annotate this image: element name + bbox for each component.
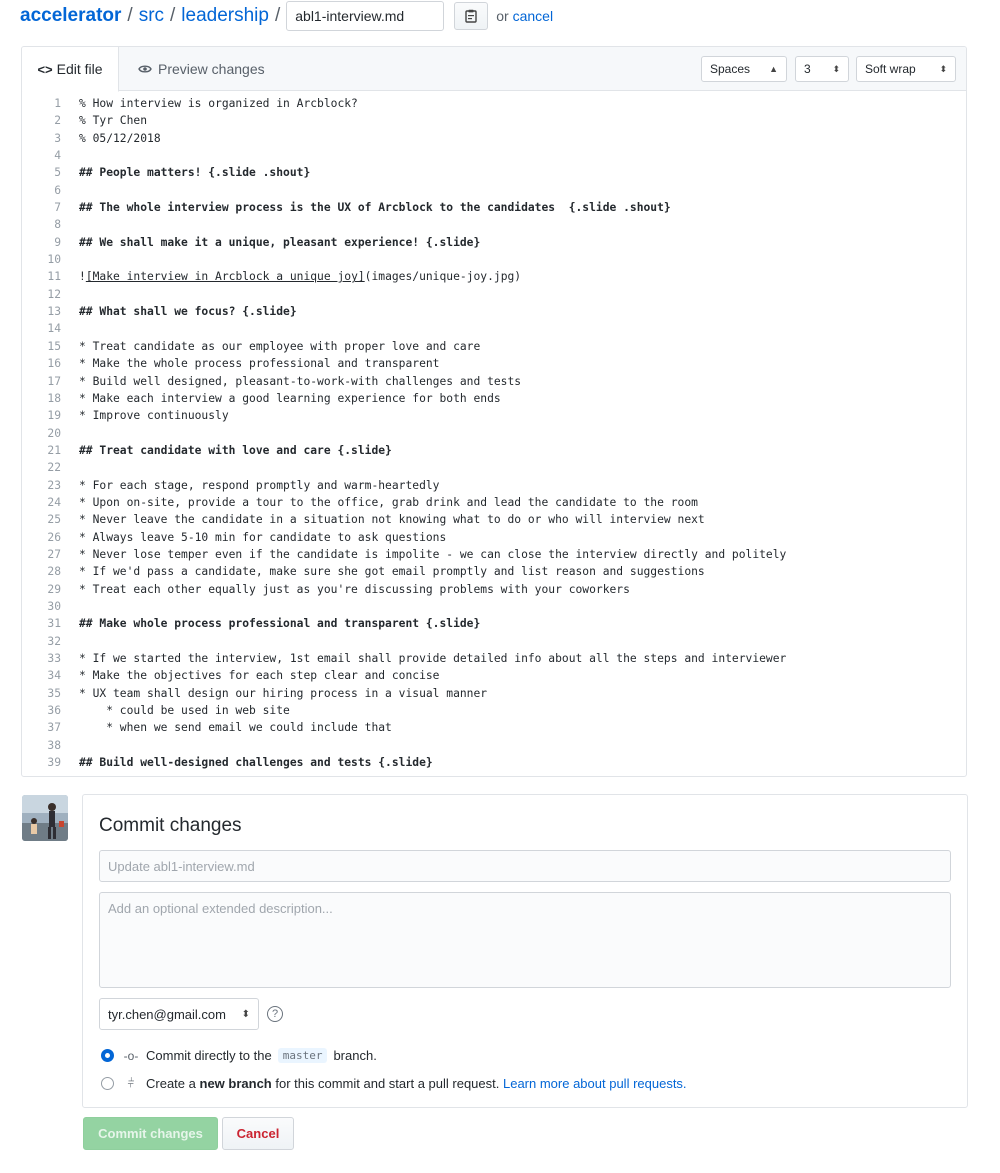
line-text: ## The whole interview process is the UX of Arcblock to the candidates {.slide .shout} <box>79 201 671 215</box>
commit-description-textarea[interactable] <box>99 892 951 988</box>
line-number: 4 <box>54 149 61 163</box>
code-line[interactable] <box>22 598 966 615</box>
line-number: 22 <box>47 461 61 475</box>
line-number: 39 <box>47 756 61 770</box>
code-line[interactable] <box>22 268 966 285</box>
repo-link[interactable]: accelerator <box>20 5 122 26</box>
commit-form <box>82 794 968 1108</box>
code-line[interactable] <box>22 425 966 442</box>
code-line[interactable] <box>22 650 966 667</box>
line-text <box>61 320 79 337</box>
line-number: 9 <box>54 235 61 249</box>
commit-direct-radio[interactable] <box>101 1049 114 1062</box>
line-number: 6 <box>54 183 61 197</box>
line-text <box>61 251 79 268</box>
line-text: ## People matters! {.slide .shout} <box>79 166 311 180</box>
line-number: 24 <box>47 495 61 509</box>
line-number: 26 <box>47 530 61 544</box>
markdown-link-url: (images/unique-joy.jpg) <box>364 270 522 284</box>
line-text: * Improve continuously <box>79 409 229 423</box>
code-line[interactable] <box>22 95 966 112</box>
breadcrumb <box>20 0 553 32</box>
line-number: 5 <box>54 166 61 180</box>
line-text: * Make the whole process professional and transparent <box>79 357 440 371</box>
indent-size-select[interactable] <box>795 56 849 82</box>
line-number: 29 <box>47 582 61 596</box>
breadcrumb-src-link[interactable]: src <box>138 5 165 26</box>
line-text <box>61 633 79 650</box>
line-number: 14 <box>47 322 61 336</box>
code-line[interactable] <box>22 754 966 771</box>
line-text: % 05/12/2018 <box>79 131 161 145</box>
line-text: * Upon on-site, provide a tour to the office, grab drink and lead the candidate to the room <box>79 495 698 509</box>
code-line[interactable] <box>22 320 966 337</box>
commit-email-value: tyr.chen@gmail.com <box>108 1006 226 1022</box>
line-text <box>61 425 79 442</box>
avatar <box>22 795 68 841</box>
line-text <box>61 216 79 233</box>
line-text: * Treat candidate as our employee with proper love and care <box>79 339 481 353</box>
line-text-prefix: ! <box>79 270 86 284</box>
breadcrumb-leadership-link[interactable]: leadership <box>181 5 269 26</box>
code-line[interactable] <box>22 373 966 390</box>
code-line[interactable] <box>22 286 966 303</box>
breadcrumb-separator: / <box>170 5 176 26</box>
line-text: ## What shall we focus? {.slide} <box>79 305 297 319</box>
code-line[interactable] <box>22 581 966 598</box>
line-text <box>61 182 79 199</box>
code-line[interactable] <box>22 407 966 424</box>
select-arrows-icon: ⬍ <box>241 1008 250 1020</box>
tab-edit-label: Edit file <box>56 61 103 77</box>
line-text: ## Make whole process professional and transparent {.slide} <box>79 617 481 631</box>
line-number: 13 <box>47 305 61 319</box>
new-branch-text: Create a <box>146 1076 196 1091</box>
line-text: * Never lose temper even if the candidate is impolite - we can close the interview directly and politely <box>79 547 787 561</box>
tab-preview-label: Preview changes <box>158 61 265 77</box>
code-line[interactable] <box>22 737 966 754</box>
line-text <box>61 268 521 285</box>
code-line[interactable] <box>22 546 966 563</box>
line-text: * If we started the interview, 1st email shall provide detailed info about all the steps and interviewer <box>79 652 787 665</box>
commit-direct-text-end: branch. <box>333 1048 377 1063</box>
filename-input[interactable] <box>286 1 444 31</box>
code-line[interactable] <box>22 199 966 216</box>
line-number: 1 <box>54 97 61 110</box>
file-editor <box>21 46 967 777</box>
code-line[interactable] <box>22 529 966 546</box>
commit-title: Commit changes <box>99 815 242 836</box>
branch-name: master <box>278 1048 328 1063</box>
code-line[interactable] <box>22 390 966 407</box>
line-number: 31 <box>47 617 61 631</box>
line-text <box>61 598 79 615</box>
line-number: 25 <box>47 513 61 527</box>
or-text: or <box>496 8 509 24</box>
code-line[interactable] <box>22 182 966 199</box>
code-line[interactable] <box>22 615 966 632</box>
code-line[interactable] <box>22 494 966 511</box>
line-text: * If we'd pass a candidate, make sure she got email promptly and list reason and suggestions <box>79 565 705 579</box>
clipboard-icon <box>465 9 477 23</box>
breadcrumb-separator: / <box>274 5 281 26</box>
line-number: 34 <box>47 669 61 683</box>
editor-toolbar <box>22 47 966 91</box>
code-line[interactable] <box>22 702 966 719</box>
line-text <box>61 147 79 164</box>
line-number: 33 <box>47 652 61 665</box>
line-number: 38 <box>47 738 61 752</box>
line-text: * For each stage, respond promptly and warm-heartedly <box>79 478 440 492</box>
line-text: * Never leave the candidate in a situation not knowing what to do or who will interview next <box>79 513 705 527</box>
line-number: 11 <box>47 270 61 284</box>
line-number: 3 <box>54 131 61 145</box>
code-line[interactable] <box>22 164 966 181</box>
tab-preview-changes[interactable] <box>138 47 265 91</box>
line-text <box>61 737 79 754</box>
select-arrows-icon: ⬍ <box>832 63 840 74</box>
line-number: 35 <box>47 686 61 700</box>
code-line[interactable] <box>22 442 966 459</box>
code-line[interactable] <box>22 234 966 251</box>
line-number: 12 <box>47 287 61 301</box>
line-number: 7 <box>54 201 61 215</box>
line-number: 8 <box>54 218 61 232</box>
line-number: 32 <box>47 634 61 648</box>
cancel-edit <box>496 8 553 24</box>
code-line[interactable] <box>22 477 966 494</box>
line-number: 36 <box>47 704 61 718</box>
select-arrows-icon: ▲ <box>769 64 778 74</box>
line-number: 10 <box>47 253 61 267</box>
git-commit-icon: -o- <box>123 1048 139 1063</box>
code-line[interactable] <box>22 719 966 736</box>
new-branch-option[interactable] <box>101 1076 687 1091</box>
indent-mode-select[interactable] <box>701 56 787 82</box>
line-text: % Tyr Chen <box>79 114 148 128</box>
indent-mode-value: Spaces <box>710 62 751 76</box>
commit-direct-text: Commit directly to the <box>146 1048 272 1063</box>
commit-direct-option[interactable] <box>101 1048 377 1063</box>
new-branch-bold: new branch <box>199 1076 272 1091</box>
line-text: * Build well designed, pleasant-to-work-with challenges and tests <box>79 374 522 388</box>
line-number: 16 <box>47 357 61 371</box>
line-text: ## Build well-designed challenges and tests {.slide} <box>79 756 433 770</box>
breadcrumb-separator: / <box>127 5 133 26</box>
code-line[interactable] <box>22 251 966 268</box>
new-branch-radio[interactable] <box>101 1077 114 1090</box>
line-number: 18 <box>47 391 61 405</box>
line-number: 20 <box>47 426 61 440</box>
learn-more-link[interactable]: Learn more about pull requests. <box>502 1076 687 1091</box>
wrap-mode-value: Soft wrap <box>865 62 916 76</box>
code-line[interactable] <box>22 685 966 702</box>
git-pull-request-icon: ⫩ <box>127 1076 135 1090</box>
code-line[interactable] <box>22 216 966 233</box>
select-arrows-icon: ⬍ <box>939 63 947 74</box>
commit-email-select[interactable] <box>99 998 259 1030</box>
line-text: % How interview is organized in Arcblock? <box>79 97 358 110</box>
wrap-mode-select[interactable] <box>856 56 956 82</box>
line-text: * Make each interview a good learning experience for both ends <box>79 391 501 405</box>
line-number: 30 <box>47 599 61 613</box>
line-number: 37 <box>47 721 61 735</box>
code-line[interactable] <box>22 338 966 355</box>
code-line[interactable] <box>22 563 966 580</box>
code-line[interactable] <box>22 633 966 650</box>
code-line[interactable] <box>22 303 966 320</box>
line-number: 2 <box>54 114 61 128</box>
line-text: * UX team shall design our hiring process in a visual manner <box>79 686 488 700</box>
help-icon[interactable]: ? <box>267 1006 283 1022</box>
code-icon: <> <box>37 61 53 77</box>
cancel-button[interactable]: Cancel <box>222 1117 294 1150</box>
eye-icon <box>138 64 152 74</box>
line-number: 19 <box>47 409 61 423</box>
line-number: 15 <box>47 339 61 353</box>
line-text: * Always leave 5-10 min for candidate to ask questions <box>79 530 447 544</box>
code-line[interactable] <box>22 667 966 684</box>
line-number: 28 <box>47 565 61 579</box>
line-text <box>61 286 79 303</box>
line-number: 27 <box>47 547 61 561</box>
code-editor[interactable] <box>22 91 966 771</box>
tab-edit-file[interactable] <box>21 46 119 92</box>
code-line[interactable] <box>22 511 966 528</box>
line-text: * could be used in web site <box>79 704 290 718</box>
line-number: 17 <box>47 374 61 388</box>
code-line[interactable] <box>22 459 966 476</box>
line-text: * Treat each other equally just as you're discussing problems with your coworkers <box>79 582 630 596</box>
code-line[interactable] <box>22 130 966 147</box>
line-text: * when we send email we could include that <box>79 721 392 735</box>
new-branch-text-end: for this commit and start a pull request. <box>275 1076 500 1091</box>
line-text: ## Treat candidate with love and care {.slide} <box>79 443 392 457</box>
cancel-link[interactable]: cancel <box>512 8 554 24</box>
line-number: 21 <box>47 443 61 457</box>
commit-summary-input[interactable] <box>99 850 951 882</box>
markdown-link-text: [Make interview in Arcblock a unique joy] <box>85 270 365 284</box>
line-text: * Make the objectives for each step clear and concise <box>79 669 440 683</box>
code-line[interactable] <box>22 147 966 164</box>
line-text <box>61 459 79 476</box>
line-number: 23 <box>47 478 61 492</box>
indent-size-value: 3 <box>804 62 811 76</box>
code-line[interactable] <box>22 112 966 129</box>
commit-changes-button[interactable]: Commit changes <box>83 1117 218 1150</box>
line-text: ## We shall make it a unique, pleasant experience! {.slide} <box>79 235 481 249</box>
code-line[interactable] <box>22 355 966 372</box>
copy-path-button[interactable] <box>454 2 488 30</box>
